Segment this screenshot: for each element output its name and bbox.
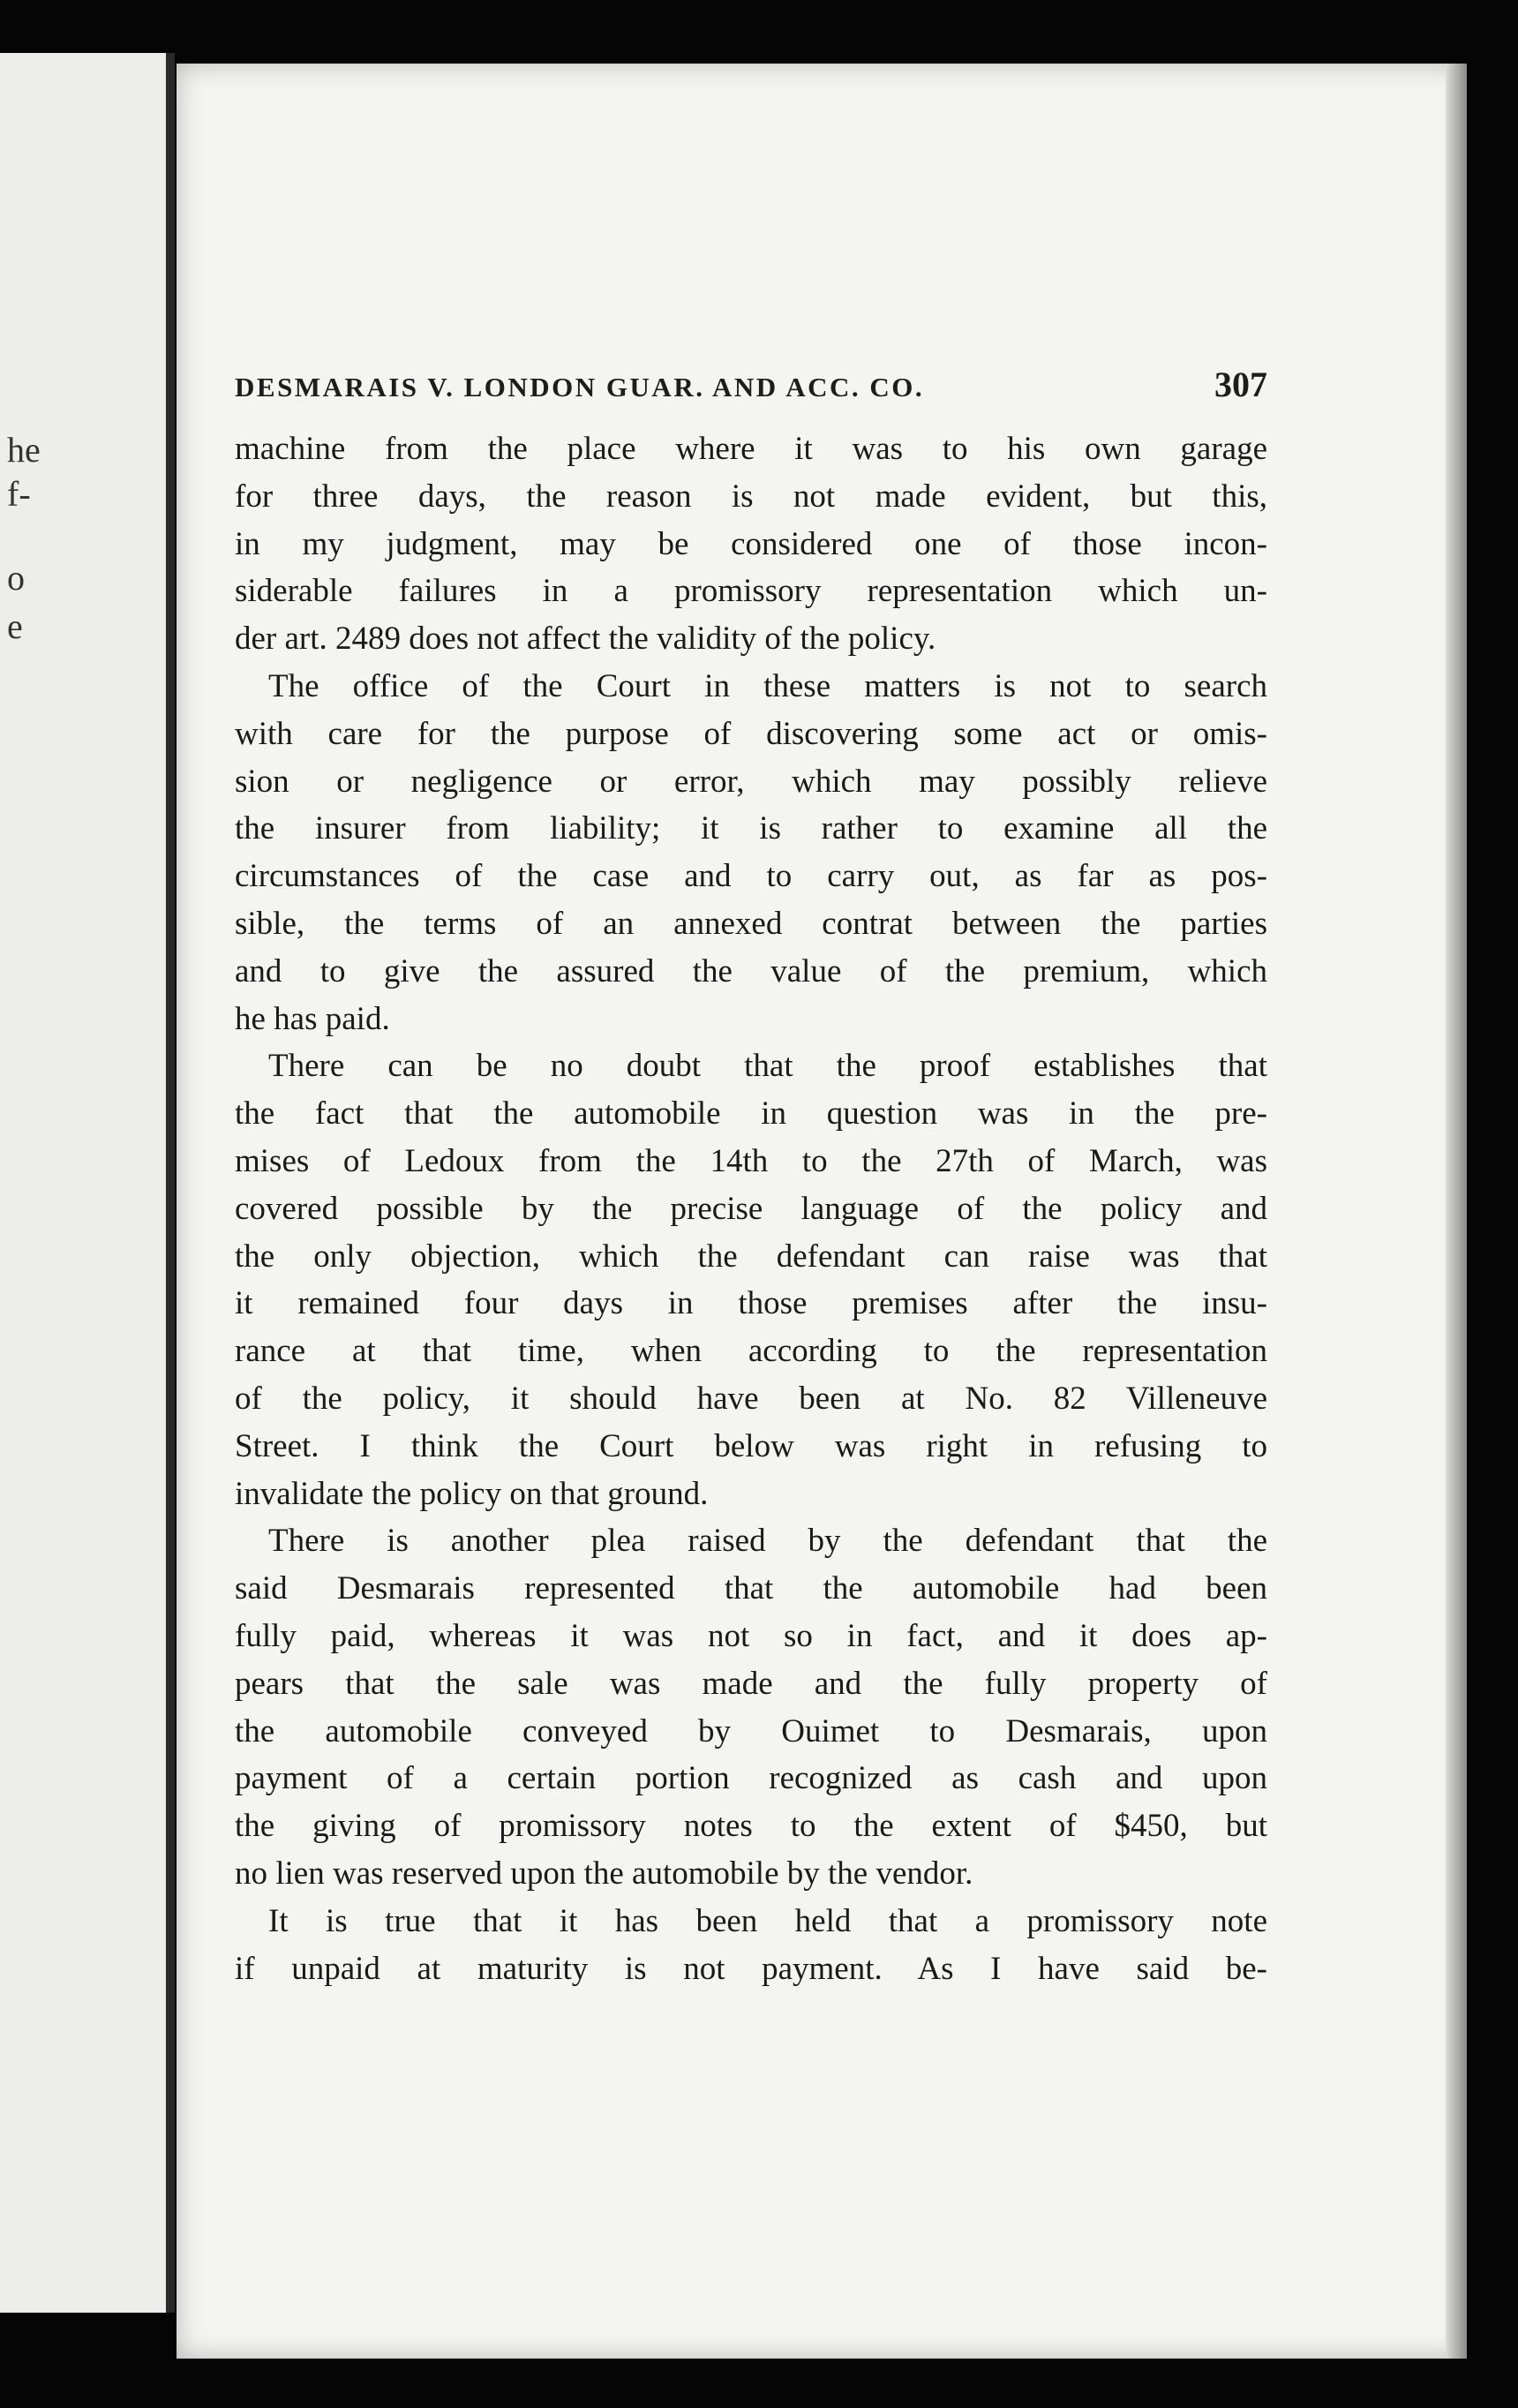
text-line: It is true that it has been held that a promissory note bbox=[268, 1902, 1267, 1939]
paragraph bbox=[235, 1042, 1267, 1517]
text-line: the only objection, which the defendant can raise was that bbox=[235, 1238, 1267, 1275]
text-line: pears that the sale was made and the fully property of bbox=[235, 1665, 1267, 1702]
text-line: the insurer from liability; it is rather to examine all the bbox=[235, 810, 1267, 847]
text-line: payment of a certain portion recognized as cash and upon bbox=[235, 1760, 1267, 1797]
text-line: mises of Ledoux from the 14th to the 27th of March, was bbox=[235, 1142, 1267, 1179]
text-line: rance at that time, when according to the representation bbox=[235, 1333, 1267, 1370]
paragraph bbox=[235, 663, 1267, 1042]
text-line: he has paid. bbox=[235, 1000, 390, 1037]
left-page-fragment: e bbox=[7, 606, 23, 646]
page-number: 307 bbox=[1214, 365, 1267, 404]
paragraph bbox=[235, 1517, 1267, 1897]
text-line: sion or negligence or error, which may possibly relieve bbox=[235, 763, 1267, 800]
text-line: circumstances of the case and to carry out, as far as pos- bbox=[235, 858, 1267, 895]
paragraph bbox=[235, 425, 1267, 663]
text-line: The office of the Court in these matters is not to search bbox=[268, 667, 1267, 704]
book-page bbox=[177, 64, 1467, 2359]
text-line: machine from the place where it was to his own garage bbox=[235, 431, 1267, 467]
text-line: sible, the terms of an annexed contrat between the parties bbox=[235, 905, 1267, 942]
text-line: siderable failures in a promissory representation which un- bbox=[235, 573, 1267, 610]
text-line: it remained four days in those premises after the insu- bbox=[235, 1285, 1267, 1322]
text-line: said Desmarais represented that the automobile had been bbox=[235, 1570, 1267, 1607]
running-head: DESMARAIS V. LONDON GUAR. AND ACC. CO. bbox=[235, 372, 925, 403]
left-page-fragment: f- bbox=[7, 474, 31, 514]
text-line: with care for the purpose of discovering some act or omis- bbox=[235, 715, 1267, 752]
text-line: if unpaid at maturity is not payment. As I have said be- bbox=[235, 1950, 1267, 1987]
text-line: the giving of promissory notes to the extent of $450, but bbox=[235, 1808, 1267, 1845]
text-line: the automobile conveyed by Ouimet to Desmarais, upon bbox=[235, 1712, 1267, 1750]
text-line: fully paid, whereas it was not so in fact, and it does ap- bbox=[235, 1617, 1267, 1654]
page-edge bbox=[1446, 64, 1467, 2359]
text-line: for three days, the reason is not made evident, but this, bbox=[235, 478, 1267, 515]
text-line: invalidate the policy on that ground. bbox=[235, 1475, 709, 1512]
text-line: of the policy, it should have been at No. 82 Villeneuve bbox=[235, 1380, 1267, 1417]
body-text bbox=[235, 425, 1267, 1992]
paragraph bbox=[235, 1898, 1267, 1993]
left-page-fragment: o bbox=[7, 558, 25, 598]
text-line: the fact that the automobile in question was in the pre- bbox=[235, 1095, 1267, 1133]
text-line: covered possible by the precise language of the policy and bbox=[235, 1190, 1267, 1227]
left-page-sliver bbox=[0, 53, 175, 2313]
text-line: no lien was reserved upon the automobile by the vendor. bbox=[235, 1855, 973, 1892]
text-line: and to give the assured the value of the premium, which bbox=[235, 952, 1267, 990]
text-line: der art. 2489 does not affect the validity of the policy. bbox=[235, 621, 936, 658]
text-line: Street. I think the Court below was right in refusing to bbox=[235, 1427, 1267, 1464]
text-line: There can be no doubt that the proof establishes that bbox=[268, 1048, 1267, 1085]
text-line: in my judgment, may be considered one of those incon- bbox=[235, 525, 1267, 562]
text-line: There is another plea raised by the defendant that the bbox=[268, 1523, 1267, 1560]
left-page-fragment: he bbox=[7, 430, 41, 470]
page-header bbox=[235, 364, 1267, 405]
